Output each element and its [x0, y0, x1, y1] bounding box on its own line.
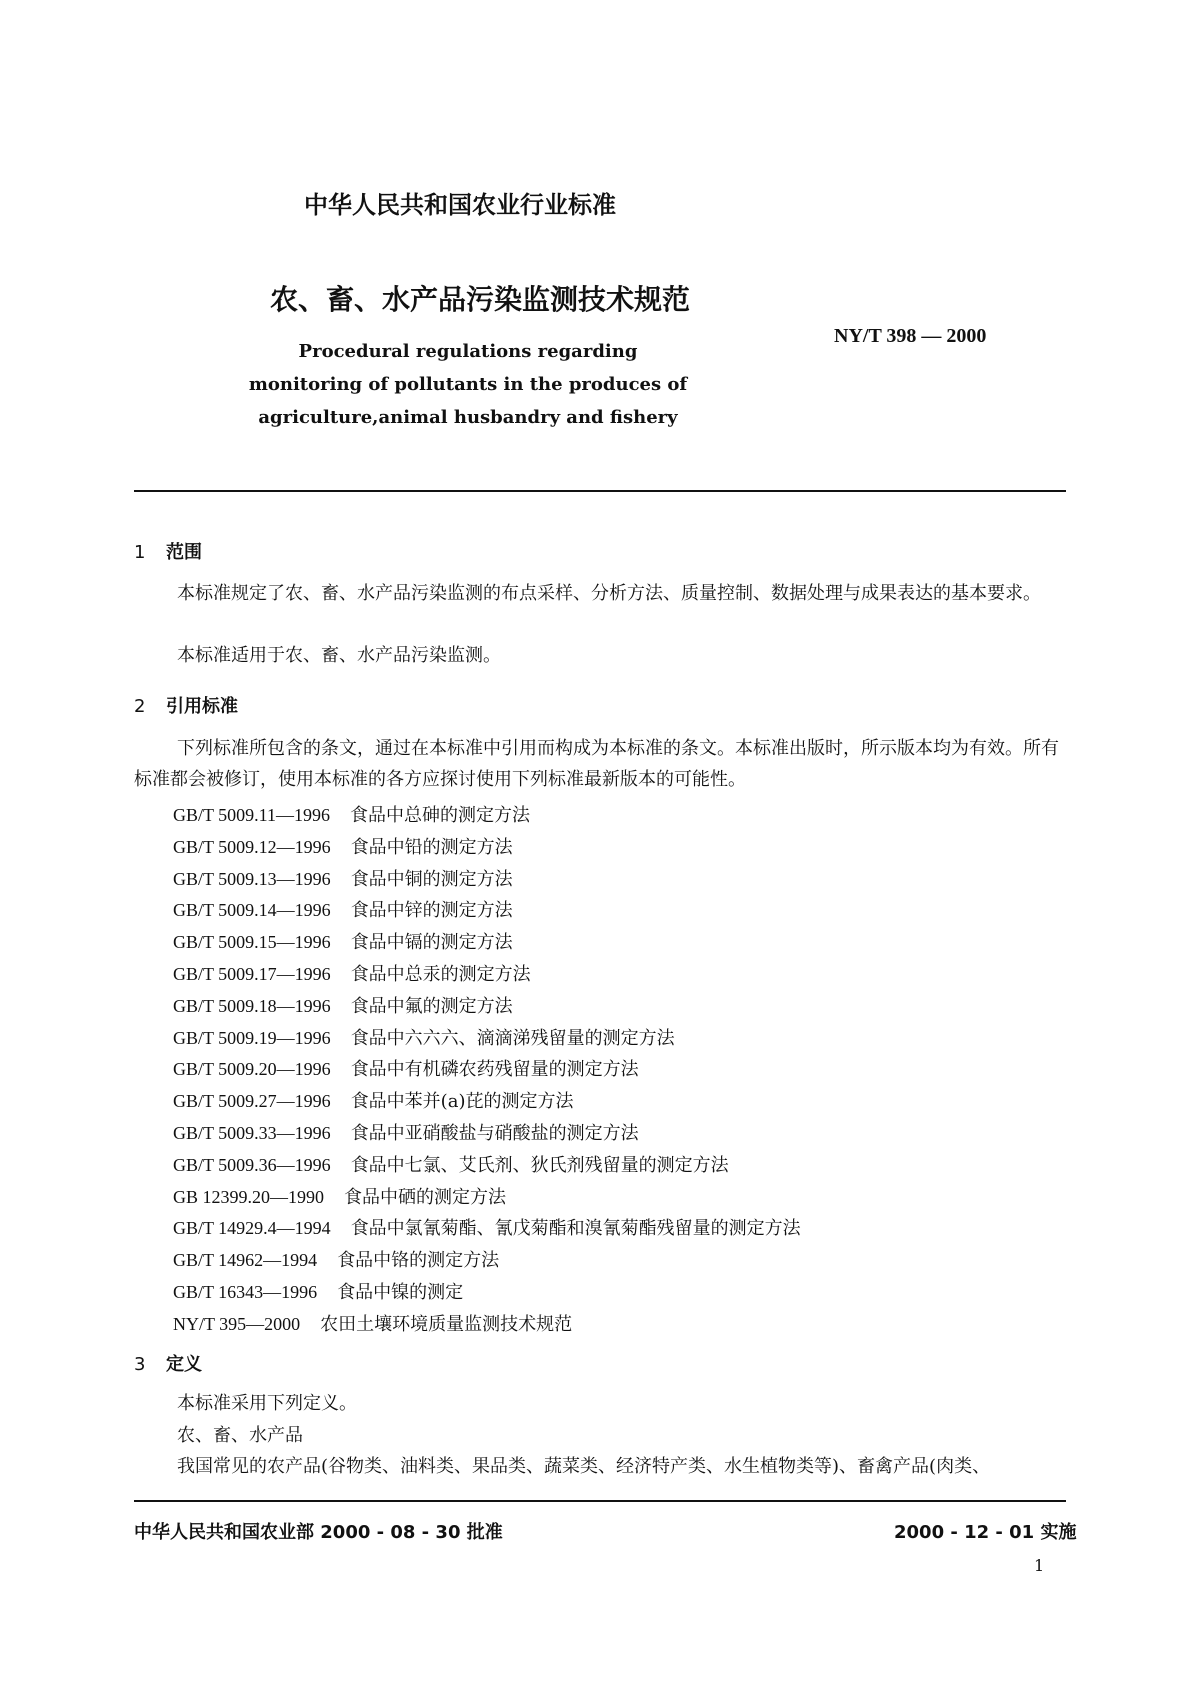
- reference-item: [173, 1150, 801, 1182]
- reference-title: 食品中铬的测定方法: [337, 1250, 500, 1272]
- section-3-paragraph: 我国常见的农产品(谷物类、油料类、果品类、蔬菜类、经济特产类、水生植物类等)、畜禽产品(肉类、: [177, 1456, 991, 1477]
- reference-code: GB/T 14929.4—1994: [173, 1218, 331, 1239]
- reference-list: [173, 800, 801, 1341]
- section-title: 定义: [166, 1354, 202, 1375]
- reference-code: GB/T 5009.20—1996: [173, 1059, 331, 1080]
- effective-date: 2000 - 12 - 01 实施: [894, 1522, 1077, 1543]
- reference-code: GB/T 5009.11—1996: [173, 805, 331, 825]
- reference-code: GB/T 5009.17—1996: [173, 963, 331, 984]
- header-divider: [134, 490, 1066, 492]
- approval-date: 中华人民共和国农业部 2000 - 08 - 30 批准: [134, 1522, 503, 1543]
- section-3-paragraph: 本标准采用下列定义。: [177, 1393, 357, 1414]
- reference-code: GB/T 5009.18—1996: [173, 995, 331, 1016]
- document-title: 农、畜、水产品污染监测技术规范: [270, 283, 691, 316]
- reference-title: 食品中总汞的测定方法: [350, 963, 531, 985]
- reference-item: [173, 1182, 801, 1214]
- section-title: 引用标准: [166, 696, 238, 717]
- reference-item: [173, 959, 801, 991]
- reference-item: [173, 895, 801, 927]
- reference-item: [173, 832, 801, 864]
- section-3-term: 农、畜、水产品: [177, 1425, 303, 1446]
- reference-title: 食品中七氯、艾氏剂、狄氏剂残留量的测定方法: [350, 1154, 729, 1176]
- reference-item: [173, 800, 801, 832]
- reference-code: NY/T 395—2000: [173, 1313, 301, 1334]
- section-2-heading: [134, 692, 238, 718]
- section-number: 1: [134, 542, 146, 563]
- reference-title: 食品中氯氰菊酯、氰戊菊酯和溴氰菊酯残留量的测定方法: [350, 1218, 801, 1240]
- reference-code: GB/T 5009.12—1996: [173, 836, 331, 857]
- reference-title: 食品中镍的测定: [337, 1281, 464, 1303]
- reference-code: GB/T 5009.27—1996: [173, 1091, 331, 1112]
- english-title-line: monitoring of pollutants in the produces of: [248, 374, 688, 395]
- section-number: 2: [134, 696, 146, 717]
- standard-code: NY/T 398 — 2000: [834, 325, 987, 347]
- section-3-heading: [134, 1350, 202, 1376]
- reference-code: GB 12399.20—1990: [173, 1186, 325, 1207]
- reference-title: 食品中铜的测定方法: [350, 868, 513, 890]
- section-1-heading: [134, 538, 202, 564]
- reference-item: [173, 991, 801, 1023]
- reference-code: GB/T 5009.13—1996: [173, 868, 331, 889]
- english-title: [78, 335, 858, 434]
- section-2-intro: 下列标准所包含的条文，通过在本标准中引用而构成为本标准的条文。本标准出版时，所示版本均为有效。所有标准都会被修订，使用本标准的各方应探讨使用下列标准最新版本的可能性。: [134, 738, 1059, 790]
- reference-item: [173, 1054, 801, 1086]
- reference-item: [173, 1118, 801, 1150]
- reference-code: GB/T 5009.15—1996: [173, 932, 331, 953]
- english-title-line: Procedural regulations regarding: [298, 341, 638, 362]
- reference-item: [173, 1277, 801, 1309]
- reference-code: GB/T 5009.19—1996: [173, 1027, 331, 1048]
- reference-title: 食品中六六六、滴滴涕残留量的测定方法: [350, 1027, 675, 1049]
- reference-code: GB/T 14962—1994: [173, 1250, 318, 1271]
- reference-code: GB/T 5009.36—1996: [173, 1154, 331, 1175]
- english-title-line: agriculture,animal husbandry and fishery: [258, 407, 678, 428]
- reference-title: 食品中总砷的测定方法: [350, 805, 531, 826]
- section-1-paragraph: 本标准规定了农、畜、水产品污染监测的布点采样、分析方法、质量控制、数据处理与成果表达的基本要求。: [177, 583, 1041, 604]
- standard-type: 中华人民共和国农业行业标准: [304, 191, 616, 219]
- reference-title: 食品中锌的测定方法: [350, 900, 513, 922]
- reference-title: 农田土壤环境质量监测技术规范: [320, 1313, 573, 1335]
- reference-item: [173, 1086, 801, 1118]
- section-1-paragraph: 本标准适用于农、畜、水产品污染监测。: [177, 645, 501, 666]
- reference-title: 食品中镉的测定方法: [350, 932, 513, 954]
- reference-item: [173, 864, 801, 896]
- section-title: 范围: [166, 542, 202, 563]
- reference-item: [173, 1245, 801, 1277]
- reference-title: 食品中硒的测定方法: [344, 1186, 507, 1208]
- section-number: 3: [134, 1354, 146, 1375]
- reference-title: 食品中苯并(a)芘的测定方法: [350, 1091, 574, 1113]
- page-number: 1: [1034, 1556, 1045, 1575]
- reference-item: [173, 1023, 801, 1055]
- reference-code: GB/T 5009.14—1996: [173, 900, 331, 921]
- reference-item: [173, 1309, 801, 1341]
- footer-divider: [134, 1500, 1066, 1502]
- reference-code: GB/T 5009.33—1996: [173, 1122, 331, 1143]
- reference-title: 食品中氟的测定方法: [350, 995, 513, 1017]
- reference-title: 食品中有机磷农药残留量的测定方法: [350, 1059, 639, 1081]
- reference-code: GB/T 16343—1996: [173, 1281, 318, 1302]
- reference-item: [173, 927, 801, 959]
- reference-title: 食品中铅的测定方法: [350, 836, 513, 858]
- reference-item: [173, 1213, 801, 1245]
- reference-title: 食品中亚硝酸盐与硝酸盐的测定方法: [350, 1122, 639, 1144]
